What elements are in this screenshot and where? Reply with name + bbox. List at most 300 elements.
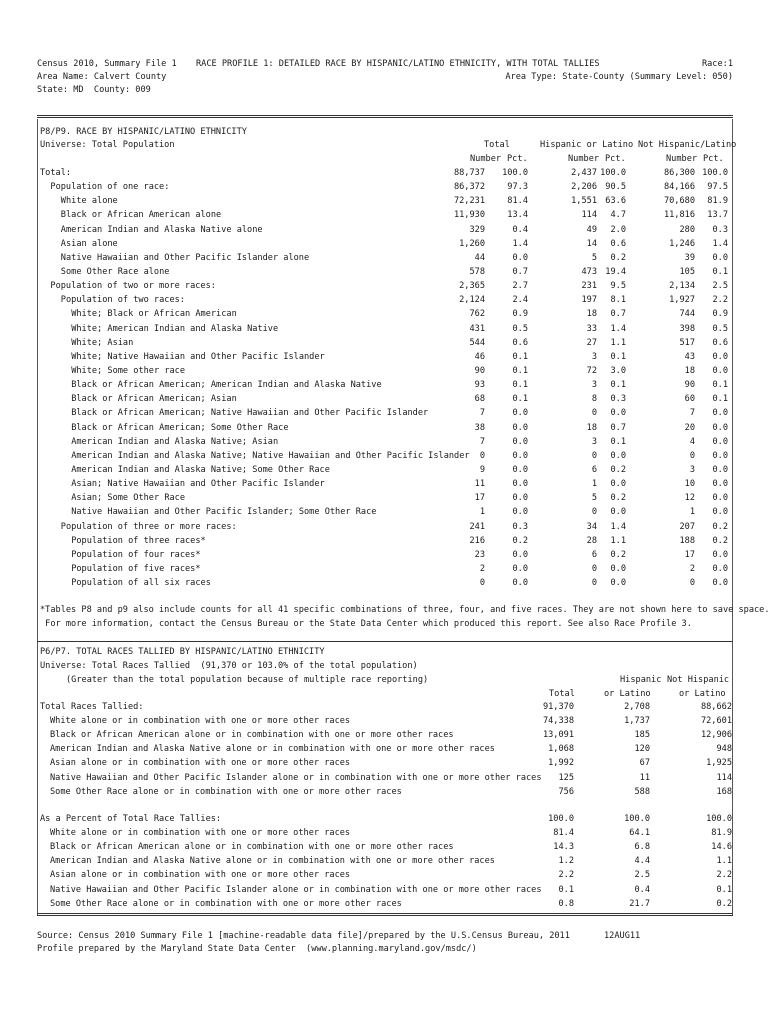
table-row bbox=[40, 507, 732, 521]
not-hispanic-number: 280 bbox=[679, 224, 695, 235]
not-hispanic-pct: 81.9 bbox=[707, 196, 728, 207]
row-label: Some Other Race alone bbox=[60, 266, 170, 277]
hispanic-pct: 9.5 bbox=[610, 281, 626, 292]
not-hispanic-pct: 0.5 bbox=[712, 323, 728, 334]
hispanic-value: 1,737 bbox=[624, 716, 650, 726]
row-label: Asian alone or in combination with one or more other races bbox=[50, 870, 351, 881]
table-row bbox=[40, 324, 732, 338]
hispanic-value: 120 bbox=[634, 744, 650, 755]
hispanic-number: 27 bbox=[586, 337, 597, 348]
row-label: White alone bbox=[60, 196, 118, 207]
not-hispanic-pct: 0.0 bbox=[712, 351, 728, 362]
total-number: 86,372 bbox=[453, 182, 485, 193]
table-row bbox=[40, 451, 732, 465]
col2-nothisp-header1: Not Hispanic bbox=[667, 675, 730, 685]
table-row bbox=[40, 239, 732, 253]
hispanic-value: 64.1 bbox=[629, 828, 650, 838]
total-value: 1,068 bbox=[548, 744, 574, 755]
row-label: As a Percent of Total Race Tallies: bbox=[40, 814, 222, 824]
not-hispanic-value: 0.2 bbox=[716, 898, 732, 909]
total-number: 0 bbox=[479, 450, 485, 461]
col-not-hispanic-header: Not Hispanic/Latino bbox=[638, 140, 737, 150]
col2-nothisp-header2: or Latino bbox=[679, 689, 726, 699]
not-hispanic-number: 18 bbox=[684, 365, 695, 376]
row-label: White; Native Hawaiian and Other Pacific Islander bbox=[71, 351, 325, 362]
total-number: 46 bbox=[474, 351, 485, 362]
table-row bbox=[40, 522, 732, 536]
not-hispanic-value: 81.9 bbox=[711, 828, 732, 838]
total-number: 241 bbox=[469, 521, 485, 532]
table-row bbox=[40, 787, 732, 801]
hispanic-pct: 0.0 bbox=[610, 479, 626, 490]
total-number: 44 bbox=[474, 252, 485, 263]
total-number: 216 bbox=[469, 535, 485, 546]
table-row bbox=[40, 744, 732, 758]
not-hispanic-value: 12,906 bbox=[700, 730, 732, 741]
table-row bbox=[40, 380, 732, 394]
bottom-rule bbox=[37, 913, 733, 916]
table-row bbox=[40, 856, 732, 870]
not-hispanic-pct: 0.6 bbox=[712, 337, 728, 348]
total-pct: 0.0 bbox=[512, 422, 528, 433]
table-row bbox=[40, 758, 732, 772]
source-note: Source: Census 2010 Summary File 1 [machine-readable data file]/prepared by the U.S.Census Bureau, 2011 bbox=[37, 931, 570, 941]
not-hispanic-pct: 0.0 bbox=[712, 549, 728, 560]
row-label: White; American Indian and Alaska Native bbox=[71, 323, 279, 334]
hispanic-pct: 0.0 bbox=[610, 578, 626, 589]
table-row bbox=[40, 885, 732, 899]
not-hispanic-pct: 1.4 bbox=[712, 238, 728, 249]
row-label: Native Hawaiian and Other Pacific Islander alone bbox=[60, 252, 310, 263]
total-number: 2,124 bbox=[459, 295, 485, 306]
table-row bbox=[40, 394, 732, 408]
hispanic-number: 5 bbox=[591, 252, 597, 263]
total-number: 762 bbox=[469, 309, 485, 320]
hispanic-pct: 8.1 bbox=[610, 295, 626, 306]
total-pct: 0.4 bbox=[512, 224, 528, 235]
hispanic-pct: 0.1 bbox=[610, 436, 626, 447]
total-value: 1,992 bbox=[548, 758, 574, 769]
hispanic-pct: 3.0 bbox=[610, 365, 626, 376]
table-row bbox=[40, 423, 732, 437]
section2-universe-note: (Greater than the total population because of multiple race reporting) bbox=[66, 675, 429, 685]
row-label: Total Races Tallied: bbox=[40, 702, 144, 712]
table-row bbox=[40, 493, 732, 507]
row-label: Asian alone or in combination with one or more other races bbox=[50, 758, 351, 769]
not-hispanic-pct: 13.7 bbox=[707, 210, 728, 221]
table-row bbox=[40, 281, 732, 295]
total-number: 88,737 bbox=[453, 168, 485, 178]
hispanic-number: 2,437 bbox=[571, 168, 597, 178]
table-row bbox=[40, 842, 732, 856]
section2-universe: Universe: Total Races Tallied (91,370 or 103.0% of the total population) bbox=[40, 661, 418, 671]
row-label: Some Other Race alone or in combination with one or more other races bbox=[50, 786, 402, 797]
total-pct: 0.0 bbox=[512, 578, 528, 589]
hispanic-value: 21.7 bbox=[629, 898, 650, 909]
not-hispanic-number: 60 bbox=[684, 394, 695, 405]
not-hispanic-pct: 97.5 bbox=[707, 182, 728, 193]
not-hispanic-number: 10 bbox=[684, 479, 695, 490]
hisp-number-sub: Number bbox=[568, 154, 600, 164]
table-row bbox=[40, 295, 732, 309]
not-hispanic-pct: 0.1 bbox=[712, 380, 728, 391]
hispanic-value: 67 bbox=[639, 758, 650, 769]
table-row bbox=[40, 408, 732, 422]
hispanic-number: 5 bbox=[591, 493, 597, 504]
table-row bbox=[40, 210, 732, 224]
total-pct: 0.0 bbox=[512, 493, 528, 504]
area-name: Area Name: Calvert County bbox=[37, 72, 167, 82]
table-row bbox=[40, 870, 732, 884]
row-label: American Indian and Alaska Native; Native Hawaiian and Other Pacific Islander bbox=[71, 450, 470, 461]
not-hispanic-number: 70,680 bbox=[663, 196, 695, 207]
total-pct: 0.0 bbox=[512, 507, 528, 518]
row-label: Population of three races* bbox=[71, 535, 206, 546]
total-value: 756 bbox=[558, 786, 574, 797]
hispanic-number: 28 bbox=[586, 535, 597, 546]
total-pct: 13.4 bbox=[507, 210, 528, 221]
left-border bbox=[37, 119, 38, 915]
nothisp-pct-sub: Pct. bbox=[703, 154, 724, 164]
total-number: 90 bbox=[474, 365, 485, 376]
race-profile-number: Race:1 bbox=[701, 59, 733, 69]
hispanic-number: 0 bbox=[591, 507, 597, 518]
area-type: Area Type: State-County (Summary Level: 050) bbox=[505, 72, 733, 82]
not-hispanic-value: 14.6 bbox=[711, 842, 732, 853]
row-label: Black or African American; American Indian and Alaska Native bbox=[71, 380, 382, 391]
not-hispanic-value: 1.1 bbox=[716, 856, 732, 867]
row-label: American Indian and Alaska Native alone or in combination with one or more other races bbox=[50, 856, 495, 867]
table-row bbox=[40, 479, 732, 493]
row-label: White alone or in combination with one or more other races bbox=[50, 828, 351, 838]
table-row bbox=[40, 253, 732, 267]
total-pct: 81.4 bbox=[507, 196, 528, 207]
top-rule bbox=[37, 115, 733, 118]
total-number: 329 bbox=[469, 224, 485, 235]
total-pct: 0.0 bbox=[512, 464, 528, 475]
not-hispanic-number: 0 bbox=[689, 450, 695, 461]
row-label: Black or African American alone bbox=[60, 210, 222, 221]
col2-hispanic-header2: or Latino bbox=[604, 689, 651, 699]
row-label: Population of three or more races: bbox=[60, 521, 237, 532]
total-pct: 0.1 bbox=[512, 394, 528, 405]
not-hispanic-number: 7 bbox=[689, 408, 695, 419]
total-number: 7 bbox=[479, 408, 485, 419]
hispanic-pct: 0.1 bbox=[610, 380, 626, 391]
hispanic-number: 18 bbox=[586, 309, 597, 320]
not-hispanic-pct: 0.0 bbox=[712, 507, 728, 518]
col2-hispanic-header1: Hispanic bbox=[620, 675, 662, 685]
hispanic-number: 114 bbox=[581, 210, 597, 221]
not-hispanic-pct: 0.0 bbox=[712, 578, 728, 589]
row-label: Native Hawaiian and Other Pacific Islander; Some Other Race bbox=[71, 507, 377, 518]
total-value: 14.3 bbox=[553, 842, 574, 853]
row-label: White alone or in combination with one or more other races bbox=[50, 716, 351, 726]
hispanic-number: 2,206 bbox=[571, 182, 597, 193]
section1-universe: Universe: Total Population bbox=[40, 140, 175, 150]
table-row bbox=[40, 182, 732, 196]
hispanic-number: 6 bbox=[591, 549, 597, 560]
not-hispanic-number: 105 bbox=[679, 266, 695, 277]
hispanic-number: 3 bbox=[591, 380, 597, 391]
total-number: 17 bbox=[474, 493, 485, 504]
total-number: 11,930 bbox=[453, 210, 485, 221]
total-number: 11 bbox=[474, 479, 485, 490]
not-hispanic-number: 43 bbox=[684, 351, 695, 362]
table-row bbox=[40, 168, 732, 182]
footnote-line1: *Tables P8 and p9 also include counts for all 41 specific combinations of three, four, and five races. They are not shown here to save space. bbox=[40, 605, 770, 615]
total-pct: 0.0 bbox=[512, 436, 528, 447]
hispanic-pct: 90.5 bbox=[605, 182, 626, 193]
table-row-total bbox=[40, 814, 732, 828]
hispanic-number: 231 bbox=[581, 281, 597, 292]
row-label: American Indian and Alaska Native; Asian bbox=[71, 436, 279, 447]
hispanic-number: 18 bbox=[586, 422, 597, 433]
section2-title: P6/P7. TOTAL RACES TALLIED BY HISPANIC/LATINO ETHNICITY bbox=[40, 647, 325, 657]
hispanic-value: 2,708 bbox=[624, 702, 650, 712]
table-row bbox=[40, 309, 732, 323]
hispanic-pct: 0.2 bbox=[610, 549, 626, 560]
total-value: 74,338 bbox=[542, 716, 574, 726]
hispanic-pct: 1.1 bbox=[610, 535, 626, 546]
table-row bbox=[40, 437, 732, 451]
total-pct: 0.0 bbox=[512, 479, 528, 490]
table-row bbox=[40, 196, 732, 210]
hispanic-value: 100.0 bbox=[624, 814, 650, 824]
hispanic-number: 1,551 bbox=[571, 196, 597, 207]
hispanic-number: 33 bbox=[586, 323, 597, 334]
total-number: 7 bbox=[479, 436, 485, 447]
total-number: 68 bbox=[474, 394, 485, 405]
not-hispanic-number: 1,927 bbox=[669, 295, 695, 306]
total-number: 578 bbox=[469, 266, 485, 277]
total-number: 93 bbox=[474, 380, 485, 391]
total-pct: 0.2 bbox=[512, 535, 528, 546]
total-pct-sub: Pct. bbox=[507, 154, 528, 164]
hispanic-pct: 0.2 bbox=[610, 493, 626, 504]
not-hispanic-number: 398 bbox=[679, 323, 695, 334]
hispanic-pct: 63.6 bbox=[605, 196, 626, 207]
row-label: Black or African American alone or in combination with one or more other races bbox=[50, 730, 454, 741]
total-pct: 0.6 bbox=[512, 337, 528, 348]
row-label: Population of two or more races: bbox=[50, 281, 216, 292]
row-label: American Indian and Alaska Native alone or in combination with one or more other races bbox=[50, 744, 495, 755]
row-label: White; Asian bbox=[71, 337, 134, 348]
row-label: Black or African American; Some Other Race bbox=[71, 422, 289, 433]
hispanic-value: 11 bbox=[639, 772, 650, 783]
hispanic-pct: 0.6 bbox=[610, 238, 626, 249]
total-pct: 0.1 bbox=[512, 380, 528, 391]
not-hispanic-number: 517 bbox=[679, 337, 695, 348]
hispanic-pct: 100.0 bbox=[600, 168, 626, 178]
hispanic-number: 3 bbox=[591, 436, 597, 447]
hispanic-pct: 4.7 bbox=[610, 210, 626, 221]
row-label: Some Other Race alone or in combination with one or more other races bbox=[50, 898, 402, 909]
hispanic-pct: 1.4 bbox=[610, 521, 626, 532]
not-hispanic-number: 17 bbox=[684, 549, 695, 560]
table-row-total bbox=[40, 702, 732, 716]
total-pct: 0.0 bbox=[512, 450, 528, 461]
not-hispanic-pct: 0.0 bbox=[712, 422, 728, 433]
hispanic-number: 0 bbox=[591, 408, 597, 419]
total-number: 23 bbox=[474, 549, 485, 560]
hispanic-pct: 0.0 bbox=[610, 563, 626, 574]
total-pct: 97.3 bbox=[507, 182, 528, 193]
total-pct: 0.0 bbox=[512, 563, 528, 574]
row-label: Asian alone bbox=[60, 238, 118, 249]
not-hispanic-number: 39 bbox=[684, 252, 695, 263]
hispanic-number: 3 bbox=[591, 351, 597, 362]
hispanic-pct: 2.0 bbox=[610, 224, 626, 235]
hispanic-number: 0 bbox=[591, 563, 597, 574]
total-number: 38 bbox=[474, 422, 485, 433]
not-hispanic-number: 744 bbox=[679, 309, 695, 320]
row-label: Black or African American alone or in combination with one or more other races bbox=[50, 842, 454, 853]
report-title: RACE PROFILE 1: DETAILED RACE BY HISPANIC/LATINO ETHNICITY, WITH TOTAL TALLIES bbox=[196, 59, 600, 69]
total-number: 2 bbox=[479, 563, 485, 574]
header-title-left: Census 2010, Summary File 1 bbox=[37, 59, 177, 69]
hispanic-pct: 0.2 bbox=[610, 252, 626, 263]
col-total-header: Total bbox=[484, 140, 510, 150]
not-hispanic-pct: 2.5 bbox=[712, 281, 728, 292]
total-pct: 0.1 bbox=[512, 365, 528, 376]
total-number-sub: Number bbox=[470, 154, 502, 164]
table-row bbox=[40, 578, 732, 592]
table-row bbox=[40, 550, 732, 564]
not-hispanic-value: 88,662 bbox=[700, 702, 732, 712]
not-hispanic-number: 3 bbox=[689, 464, 695, 475]
not-hispanic-value: 1,925 bbox=[706, 758, 732, 769]
row-label: Black or African American; Native Hawaiian and Other Pacific Islander bbox=[71, 408, 429, 419]
total-value: 100.0 bbox=[548, 814, 574, 824]
total-value: 2.2 bbox=[558, 870, 574, 881]
row-label: Population of four races* bbox=[71, 549, 201, 560]
total-pct: 0.0 bbox=[512, 252, 528, 263]
row-label: Population of one race: bbox=[50, 182, 170, 193]
total-pct: 0.7 bbox=[512, 266, 528, 277]
hispanic-value: 0.4 bbox=[634, 884, 650, 895]
hispanic-number: 49 bbox=[586, 224, 597, 235]
right-border bbox=[732, 119, 733, 915]
table-row bbox=[40, 536, 732, 550]
hispanic-value: 4.4 bbox=[634, 856, 650, 867]
hispanic-pct: 19.4 bbox=[605, 266, 626, 277]
not-hispanic-pct: 0.1 bbox=[712, 394, 728, 405]
not-hispanic-pct: 0.0 bbox=[712, 450, 728, 461]
hispanic-number: 6 bbox=[591, 464, 597, 475]
table-row bbox=[40, 716, 732, 730]
total-pct: 0.0 bbox=[512, 549, 528, 560]
not-hispanic-pct: 2.2 bbox=[712, 295, 728, 306]
table-row bbox=[40, 225, 732, 239]
not-hispanic-pct: 0.0 bbox=[712, 408, 728, 419]
table-row bbox=[40, 352, 732, 366]
total-pct: 0.5 bbox=[512, 323, 528, 334]
total-number: 1 bbox=[479, 507, 485, 518]
not-hispanic-value: 0.1 bbox=[716, 884, 732, 895]
table-row bbox=[40, 267, 732, 281]
section-divider bbox=[37, 641, 733, 642]
hispanic-pct: 0.1 bbox=[610, 351, 626, 362]
not-hispanic-value: 168 bbox=[716, 786, 732, 797]
hispanic-number: 72 bbox=[586, 365, 597, 376]
hispanic-number: 8 bbox=[591, 394, 597, 405]
total-number: 9 bbox=[479, 464, 485, 475]
table-row bbox=[40, 730, 732, 744]
not-hispanic-number: 2 bbox=[689, 563, 695, 574]
row-label: Asian; Native Hawaiian and Other Pacific Islander bbox=[71, 479, 325, 490]
not-hispanic-pct: 0.9 bbox=[712, 309, 728, 320]
not-hispanic-number: 1 bbox=[689, 507, 695, 518]
total-pct: 100.0 bbox=[502, 168, 528, 178]
row-label: Native Hawaiian and Other Pacific Islander alone or in combination with one or more other races bbox=[50, 772, 542, 783]
row-label: American Indian and Alaska Native; Some Other Race bbox=[71, 464, 330, 475]
not-hispanic-number: 1,246 bbox=[669, 238, 695, 249]
not-hispanic-number: 4 bbox=[689, 436, 695, 447]
not-hispanic-value: 100.0 bbox=[706, 814, 732, 824]
hispanic-value: 2.5 bbox=[634, 870, 650, 881]
total-pct: 2.7 bbox=[512, 281, 528, 292]
hispanic-value: 6.8 bbox=[634, 842, 650, 853]
nothisp-number-sub: Number bbox=[666, 154, 698, 164]
total-number: 544 bbox=[469, 337, 485, 348]
not-hispanic-number: 0 bbox=[689, 578, 695, 589]
row-label: Population of two races: bbox=[60, 295, 185, 306]
not-hispanic-pct: 0.2 bbox=[712, 535, 728, 546]
table-row bbox=[40, 338, 732, 352]
not-hispanic-pct: 0.3 bbox=[712, 224, 728, 235]
hispanic-pct: 1.4 bbox=[610, 323, 626, 334]
hispanic-value: 185 bbox=[634, 730, 650, 741]
hispanic-number: 34 bbox=[586, 521, 597, 532]
row-label: American Indian and Alaska Native alone bbox=[60, 224, 263, 235]
hispanic-number: 1 bbox=[591, 479, 597, 490]
not-hispanic-pct: 0.0 bbox=[712, 464, 728, 475]
hispanic-number: 197 bbox=[581, 295, 597, 306]
table-row bbox=[40, 465, 732, 479]
total-pct: 2.4 bbox=[512, 295, 528, 306]
total-number: 431 bbox=[469, 323, 485, 334]
table-row bbox=[40, 564, 732, 578]
row-label: White; Black or African American bbox=[71, 309, 237, 320]
total-pct: 1.4 bbox=[512, 238, 528, 249]
row-label: Population of five races* bbox=[71, 563, 201, 574]
not-hispanic-pct: 0.0 bbox=[712, 563, 728, 574]
hispanic-pct: 0.7 bbox=[610, 422, 626, 433]
row-label: Native Hawaiian and Other Pacific Islander alone or in combination with one or more other races bbox=[50, 884, 542, 895]
total-value: 125 bbox=[558, 772, 574, 783]
not-hispanic-pct: 0.0 bbox=[712, 252, 728, 263]
total-number: 0 bbox=[479, 578, 485, 589]
table-row bbox=[40, 773, 732, 787]
not-hispanic-pct: 0.0 bbox=[712, 436, 728, 447]
row-label: White; Some other race bbox=[71, 365, 186, 376]
not-hispanic-pct: 0.0 bbox=[712, 365, 728, 376]
hispanic-pct: 0.0 bbox=[610, 450, 626, 461]
row-label: Asian; Some Other Race bbox=[71, 493, 186, 504]
table-row bbox=[40, 899, 732, 913]
not-hispanic-number: 11,816 bbox=[663, 210, 695, 221]
not-hispanic-pct: 0.1 bbox=[712, 266, 728, 277]
prepared-by: Profile prepared by the Maryland State Data Center (www.planning.maryland.gov/msdc/) bbox=[37, 944, 477, 954]
hispanic-pct: 0.7 bbox=[610, 309, 626, 320]
row-label: Total: bbox=[40, 168, 72, 178]
not-hispanic-value: 948 bbox=[716, 744, 732, 755]
hispanic-pct: 0.0 bbox=[610, 507, 626, 518]
hispanic-number: 14 bbox=[586, 238, 597, 249]
footnote-line2: For more information, contact the Census Bureau or the State Data Center which produced this report. See also Race Profile 3. bbox=[40, 619, 692, 629]
total-value: 91,370 bbox=[542, 702, 574, 712]
